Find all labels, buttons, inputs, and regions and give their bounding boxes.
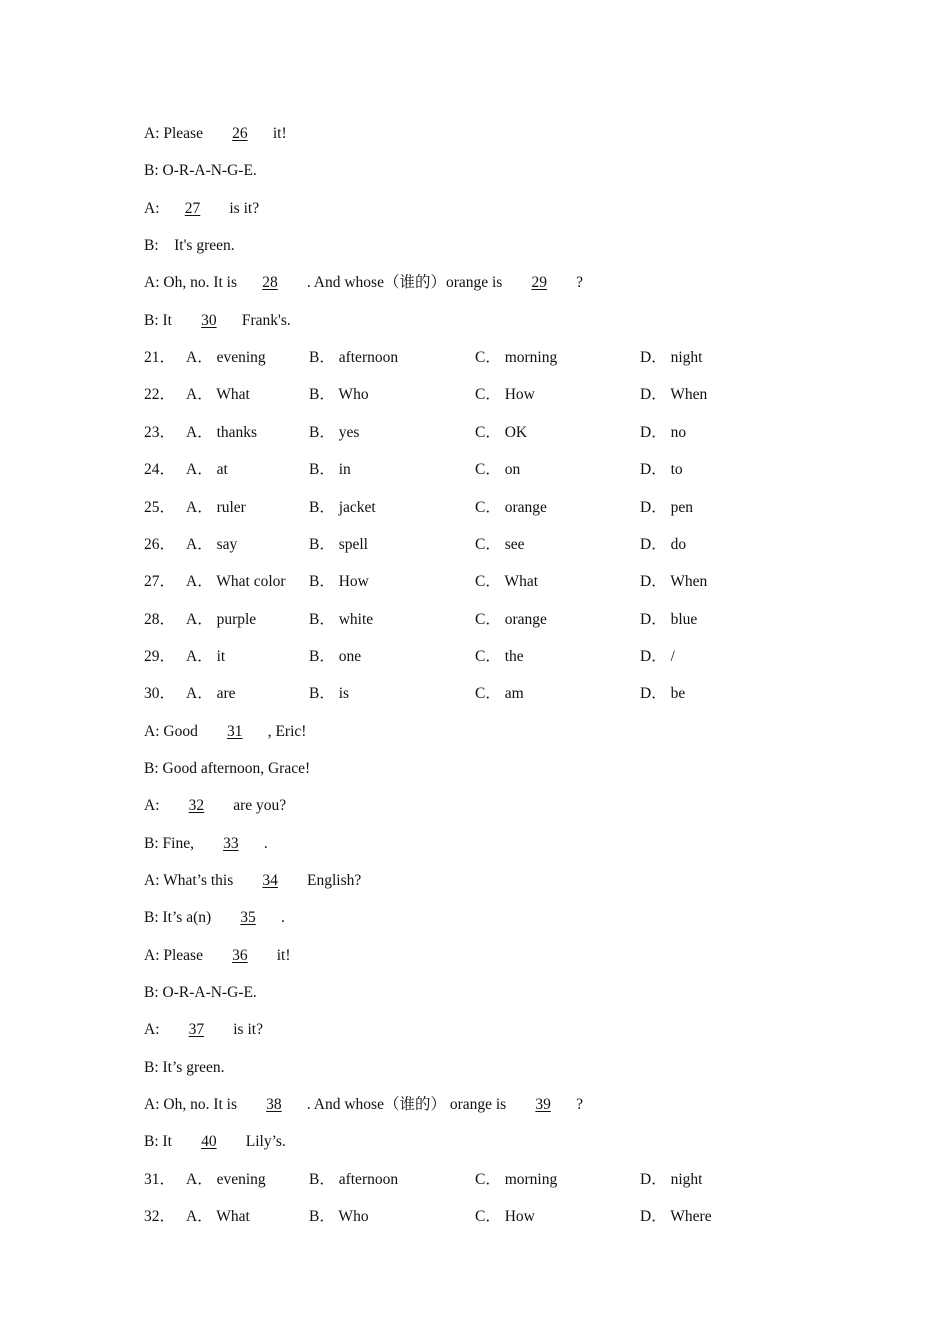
question-number: 28． [144,610,176,628]
option-d [640,609,697,631]
option-text: B． white [309,610,374,628]
line-text: A: [144,797,164,815]
answer-blank: 40 [201,1133,217,1151]
option-text: D． to [640,461,683,479]
option-b [309,422,359,444]
option-text: A． are [186,685,236,703]
line-text: B: It’s green. [144,1058,225,1076]
dialogue-line [144,1057,225,1079]
option-d [640,459,683,481]
option-a [144,422,257,444]
answer-blank: 29 [531,274,547,292]
option-a [144,534,237,556]
dialogue-line [144,945,291,967]
option-text: B． jacket [309,498,376,516]
option-c [475,1169,557,1191]
dialogue-line [144,160,257,182]
option-text: D． no [640,423,687,441]
question-row [144,571,784,593]
question-row [144,683,784,705]
question-number: 31． [144,1170,176,1188]
option-text: B． How [309,573,369,591]
option-text: D． be [640,685,686,703]
option-c [475,497,547,519]
option-text: B． Who [309,386,369,404]
answer-blank: 32 [188,797,205,815]
option-text: B． yes [309,423,360,441]
option-a [144,347,266,369]
option-text: C． morning [475,349,558,367]
line-text: A: What’s this [144,872,238,889]
dialogue-line [144,1094,583,1116]
option-d [640,571,707,593]
option-c [475,347,557,369]
line-text: B: It [144,311,176,329]
option-text: D． night [640,1170,703,1188]
question-number: 22． [144,386,176,404]
option-c [475,609,547,631]
line-text: A: Oh, no. It is [144,1096,241,1114]
answer-blank: 33 [223,834,239,852]
option-text: A． it [186,647,226,665]
line-text: it! [272,946,291,964]
option-text: A． What [186,386,250,404]
answer-blank: 27 [184,199,201,217]
line-text: A: [144,1021,164,1039]
option-c [475,384,535,406]
option-text: A． ruler [186,498,246,516]
line-text: B: It [144,1133,176,1151]
option-text: D． When [640,386,708,404]
option-text: D． do [640,535,687,553]
line-text: is it? [229,1021,263,1039]
option-text: A． purple [186,610,257,628]
option-text: B． spell [309,535,368,553]
option-text: D． Where [640,1208,712,1226]
option-d [640,646,675,668]
option-text: C． orange [475,610,547,628]
question-row [144,347,784,369]
option-a [144,683,236,705]
question-number: 27． [144,573,176,591]
answer-blank: 37 [188,1021,205,1039]
dialogue-line [144,795,286,817]
option-b [309,459,351,481]
line-text: B: Fine, [144,834,198,852]
question-number: 24． [144,461,176,479]
option-b [309,1169,398,1191]
dialogue-line [144,235,235,257]
option-b [309,646,361,668]
dialogue-line [144,982,257,1004]
option-d [640,497,693,519]
option-text: A． evening [186,349,266,367]
question-row [144,609,784,631]
dialogue-line [144,310,291,332]
dialogue-line [144,1019,263,1041]
line-text: B: O-R-A-N-G-E. [144,984,257,1002]
question-number: 23． [144,423,176,441]
question-number: 32． [144,1208,176,1226]
line-text: ? [576,1096,583,1114]
line-text: . [263,834,268,852]
dialogue-line [144,833,268,855]
dialogue-line [144,198,259,220]
line-text: . [281,909,285,927]
line-text: A: Please [144,125,207,142]
option-a [144,571,286,593]
line-text: . And whose（谁的） orange is [306,1096,511,1114]
option-d [640,347,702,369]
line-text: Frank's. [241,311,291,329]
line-text: B: It's green. [144,237,235,255]
question-row [144,1206,784,1228]
option-a [144,459,228,481]
line-text: is it? [225,199,260,217]
option-text: A． What color [186,573,286,591]
option-a [144,497,246,519]
option-text: B． Who [309,1208,369,1226]
option-b [309,497,376,519]
option-a [144,609,256,631]
answer-blank: 38 [266,1096,282,1114]
option-a [144,384,250,406]
option-d [640,1206,712,1228]
question-row [144,534,784,556]
answer-blank: 30 [201,311,217,329]
option-text: D． pen [640,498,693,516]
question-row [144,1169,784,1191]
option-c [475,422,527,444]
option-c [475,459,520,481]
line-text: English? [303,872,362,889]
option-text: C． on [475,461,521,479]
answer-blank: 36 [232,946,248,964]
option-a [144,1206,250,1228]
question-number: 25． [144,498,176,516]
answer-blank: 28 [262,274,278,292]
option-text: C． What [475,573,538,591]
line-text: A: Good [144,722,202,740]
line-text: , Eric! [267,722,307,740]
question-number: 30． [144,685,176,703]
option-text: D． night [640,349,703,367]
option-text: A． evening [186,1170,266,1188]
option-b [309,384,369,406]
line-text: Lily’s. [241,1133,286,1151]
line-text: A: [144,199,160,217]
option-c [475,683,524,705]
option-text: A． say [186,535,238,553]
option-text: B． in [309,461,351,479]
dialogue-line [144,758,310,780]
line-text: are you? [229,797,287,815]
option-text: C． OK [475,423,528,441]
dialogue-line [144,123,287,145]
line-text: B: Good afternoon, Grace! [144,759,311,777]
option-text: A． What [186,1208,250,1226]
option-c [475,534,525,556]
option-text: B． afternoon [309,349,399,367]
option-b [309,347,398,369]
question-row [144,459,784,481]
line-text: A: Please [144,946,207,964]
dialogue-line [144,721,306,743]
option-d [640,384,707,406]
dialogue-line [144,870,361,892]
option-text: C． the [475,647,524,665]
line-text: . And whose（谁的）orange is [303,274,507,292]
option-text: D． / [640,647,675,665]
option-d [640,422,686,444]
answer-blank: 35 [240,909,256,927]
question-number: 29． [144,647,176,665]
question-row [144,497,784,519]
option-a [144,1169,266,1191]
option-b [309,571,369,593]
answer-blank: 26 [232,125,248,142]
option-text: B． is [309,685,350,703]
dialogue-line [144,272,583,294]
option-a [144,646,225,668]
question-number: 26． [144,535,176,553]
option-text: B． one [309,647,362,665]
line-text: B: It’s a(n) [144,909,216,927]
line-text: A: Oh, no. It is [144,274,237,292]
option-text: D． blue [640,610,698,628]
option-text: C． orange [475,498,547,516]
option-text: C． morning [475,1170,558,1188]
option-d [640,1169,702,1191]
option-b [309,1206,369,1228]
option-d [640,683,685,705]
question-number: 21． [144,349,176,367]
dialogue-line [144,907,285,929]
option-c [475,571,538,593]
option-b [309,609,373,631]
answer-blank: 39 [535,1096,551,1114]
option-text: A． at [186,461,228,479]
line-text: B: O-R-A-N-G-E. [144,162,257,180]
answer-blank: 31 [226,722,243,740]
option-text: D． When [640,573,708,591]
dialogue-line [144,1131,286,1153]
question-row [144,422,784,444]
question-row [144,384,784,406]
option-text: C． am [475,685,524,703]
line-text: ? [572,274,583,292]
option-c [475,646,524,668]
option-b [309,683,349,705]
option-text: B． afternoon [309,1170,399,1188]
answer-blank: 34 [262,872,278,889]
option-text: C． How [475,386,535,404]
option-text: C． How [475,1208,535,1226]
question-row [144,646,784,668]
option-b [309,534,368,556]
option-c [475,1206,535,1228]
option-text: C． see [475,535,525,553]
option-d [640,534,686,556]
line-text: it! [272,125,287,142]
option-text: A． thanks [186,423,258,441]
